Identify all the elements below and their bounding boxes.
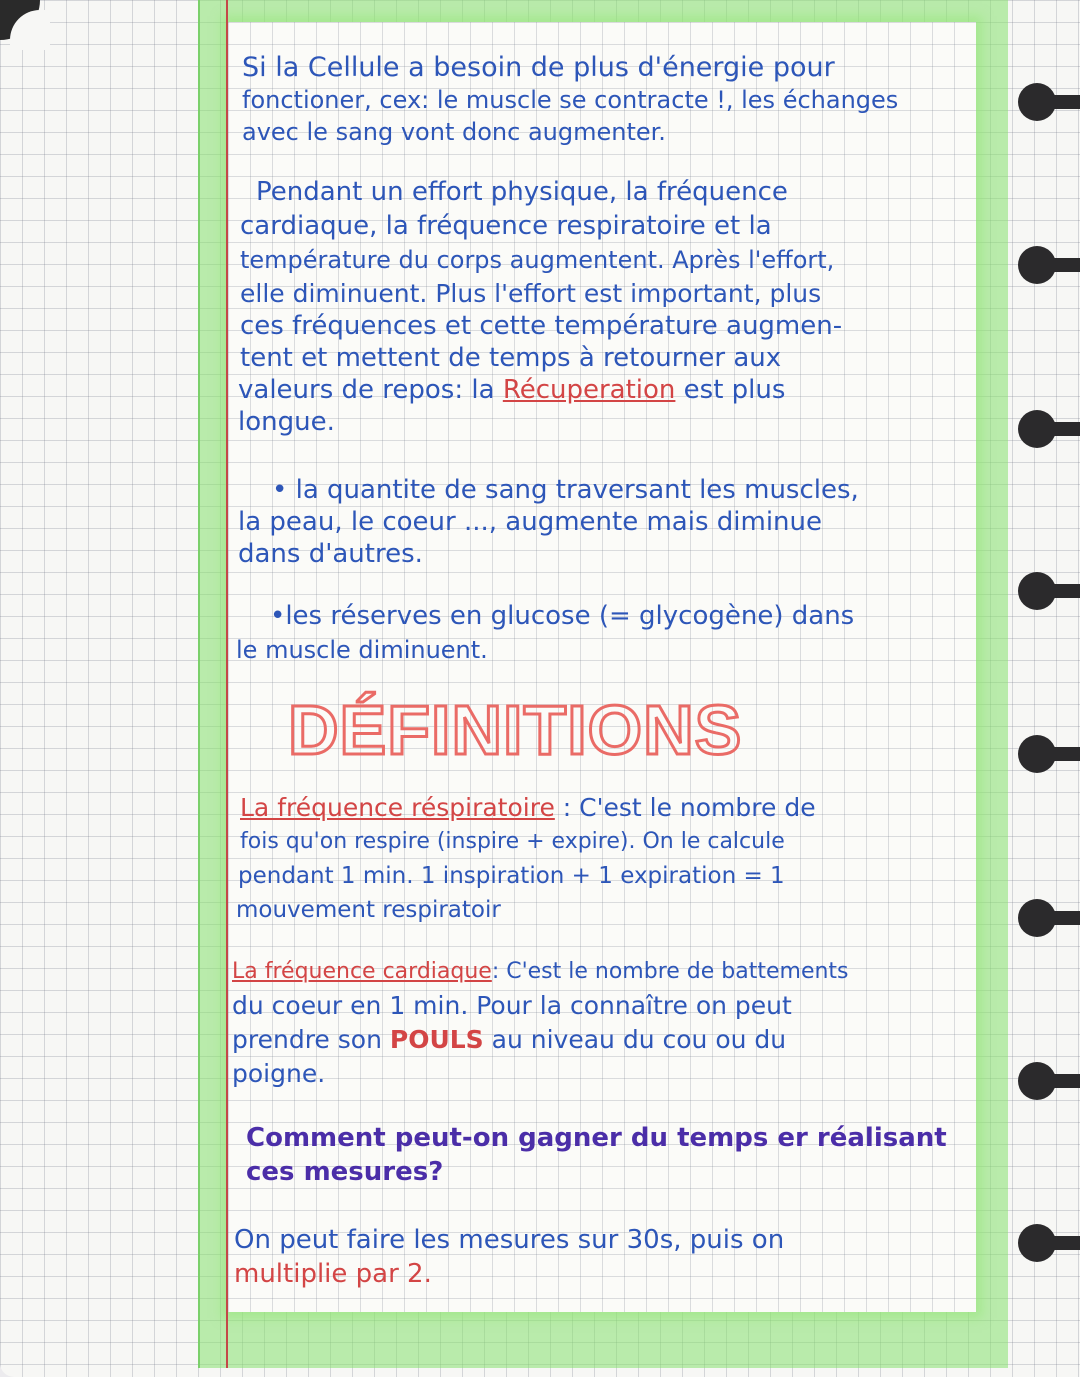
binder-ring-icon (1018, 240, 1080, 290)
bullet2-line1: •les réserves en glucose (= glycogène) dans (270, 601, 855, 631)
paragraph1-line2: fonctioner, cex: le muscle se contracte !, les échanges (242, 86, 899, 114)
bullet1-line3: dans d'autres. (238, 539, 423, 569)
paragraph2-line4: elle diminuent. Plus l'effort est important, plus (240, 279, 822, 308)
binder-ring-icon (1018, 404, 1080, 454)
def1-term: La fréquence réspiratoire (240, 793, 555, 822)
paragraph1-line1: Si la Cellule a besoin de plus d'énergie pour (242, 52, 835, 83)
binder-ring-icon (1018, 1218, 1080, 1268)
bullet1-line1: • la quantite de sang traversant les muscles, (272, 475, 859, 505)
margin-line (226, 0, 228, 1368)
question-line1: Comment peut-on gagner du temps er réalisant (246, 1123, 947, 1153)
def1-line3: pendant 1 min. 1 inspiration + 1 expiration = 1 (238, 863, 785, 889)
recuperation-keyword: Récuperation (502, 375, 676, 405)
answer-line2: multiplie par 2. (234, 1259, 432, 1289)
page-corner (0, 0, 40, 40)
bullet1-line2: la peau, le coeur ..., augmente mais diminue (238, 507, 822, 537)
paragraph1-line3: avec le sang vont donc augmenter. (242, 118, 666, 146)
def2-term: La fréquence cardiaque (232, 959, 492, 984)
question-line2: ces mesures? (246, 1157, 444, 1187)
paragraph2-line7: valeurs de repos: la Récuperation est plus (238, 375, 786, 405)
paragraph2-line6: tent et mettent de temps à retourner aux (240, 343, 782, 373)
def2-line2: du coeur en 1 min. Pour la connaître on peut (232, 991, 792, 1020)
paragraph2-line2: cardiaque, la fréquence respiratoire et la (240, 211, 772, 241)
paragraph2-line5: ces fréquences et cette température augmen- (240, 311, 843, 341)
answer-line1: On peut faire les mesures sur 30s, puis on (234, 1225, 785, 1255)
def2-line1: La fréquence cardiaque: C'est le nombre de battements (232, 959, 849, 984)
binder-ring-icon (1018, 1056, 1080, 1106)
paragraph2-line1: Pendant un effort physique, la fréquence (256, 177, 788, 207)
binder-ring-icon (1018, 893, 1080, 943)
binder-ring-icon (1018, 77, 1080, 127)
def1-line4: mouvement respiratoir (236, 897, 501, 923)
def2-line3: prendre son POULS au niveau du cou ou du (232, 1025, 787, 1054)
def1-line1: La fréquence réspiratoire : C'est le nombre de (240, 793, 816, 822)
binder-ring-icon (1018, 566, 1080, 616)
definitions-title: DÉFINITIONS (288, 691, 743, 769)
bullet2-line2: le muscle diminuent. (236, 636, 488, 664)
def2-line4: poigne. (232, 1059, 326, 1088)
binder-ring-icon (1018, 729, 1080, 779)
def1-line2: fois qu'on respire (inspire + expire). On le calcule (240, 829, 785, 854)
pouls-keyword: POULS (389, 1025, 484, 1054)
paragraph2-line8: longue. (238, 407, 335, 437)
paragraph2-line3: température du corps augmentent. Après l'effort, (240, 246, 835, 274)
